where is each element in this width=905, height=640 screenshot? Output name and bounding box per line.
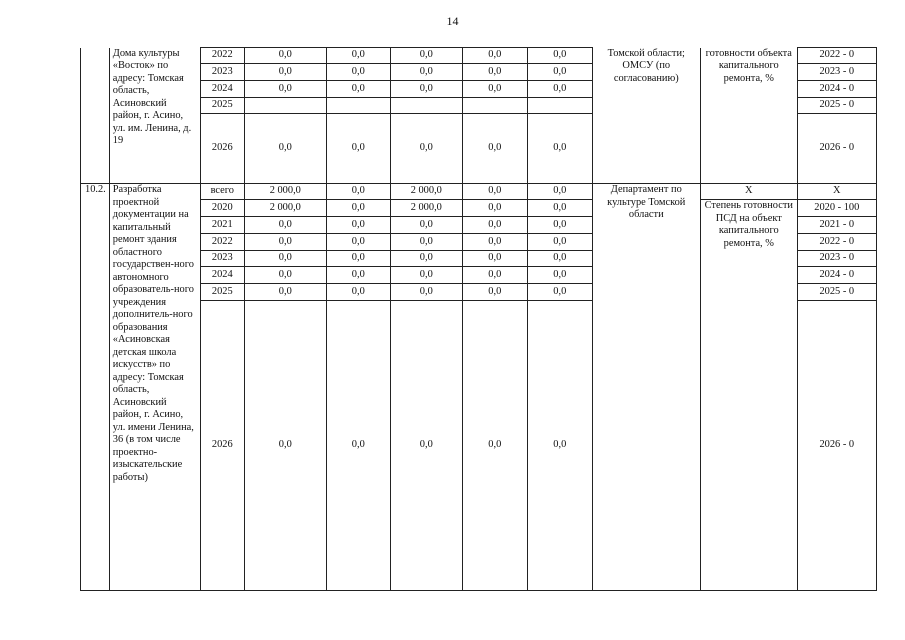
- value-cell: 0,0: [527, 184, 592, 200]
- value-cell: 0,0: [326, 184, 390, 200]
- year-cell: 2026: [200, 114, 244, 184]
- value-cell: 0,0: [462, 284, 527, 301]
- value-cell: 0,0: [244, 114, 326, 184]
- event-description: Дома культуры «Восток» по адресу: Томская область, Асиновский район, г. Асино, ул. им. Ленина, д. 19: [109, 48, 200, 184]
- value-cell: 0,0: [527, 251, 592, 267]
- value-cell: 0,0: [527, 284, 592, 301]
- value-cell: 0,0: [527, 301, 592, 591]
- year-cell: всего: [200, 184, 244, 200]
- indicator-cell: Степень готовности ПСД на объект капитального ремонта, %: [700, 200, 797, 591]
- year-cell: 2024: [200, 267, 244, 284]
- value-cell: 0,0: [390, 251, 462, 267]
- value-cell: 0,0: [390, 284, 462, 301]
- value-cell: 0,0: [244, 267, 326, 284]
- target-cell: 2020 - 100: [797, 200, 876, 217]
- value-cell: 0,0: [527, 64, 592, 81]
- target-cell: 2023 - 0: [797, 64, 876, 81]
- value-cell: [527, 98, 592, 114]
- target-cell: 2022 - 0: [797, 48, 876, 64]
- year-cell: 2023: [200, 64, 244, 81]
- year-cell: 2022: [200, 48, 244, 64]
- value-cell: 0,0: [326, 284, 390, 301]
- value-cell: [244, 98, 326, 114]
- target-cell: 2026 - 0: [797, 114, 876, 184]
- value-cell: 0,0: [527, 267, 592, 284]
- value-cell: 0,0: [527, 48, 592, 64]
- value-cell: 0,0: [462, 48, 527, 64]
- value-cell: [390, 98, 462, 114]
- year-cell: 2020: [200, 200, 244, 217]
- value-cell: 0,0: [326, 81, 390, 98]
- value-cell: 2 000,0: [390, 200, 462, 217]
- value-cell: 0,0: [326, 217, 390, 234]
- table-row: [81, 184, 877, 200]
- value-cell: 0,0: [244, 64, 326, 81]
- value-cell: 0,0: [527, 217, 592, 234]
- value-cell: 0,0: [390, 234, 462, 251]
- event-description: Разработка проектной документации на капитальный ремонт здания областного государствен-ного автономного образователь-ного учреждения дополнитель-ного образования «Асиновская детская школа искусств» по адресу: Томская область, Асиновский район, г. Асино, ул. имени Ленина, 36 (в том числе проектно-изыскательские работы): [109, 184, 200, 591]
- table-row: [81, 48, 877, 64]
- value-cell: 0,0: [390, 81, 462, 98]
- value-cell: 0,0: [390, 217, 462, 234]
- target-cell: 2025 - 0: [797, 98, 876, 114]
- value-cell: 0,0: [462, 64, 527, 81]
- value-cell: [326, 98, 390, 114]
- year-cell: 2026: [200, 301, 244, 591]
- value-cell: 0,0: [462, 251, 527, 267]
- value-cell: 0,0: [326, 64, 390, 81]
- target-cell: 2023 - 0: [797, 251, 876, 267]
- target-cell: 2025 - 0: [797, 284, 876, 301]
- value-cell: 0,0: [462, 200, 527, 217]
- year-cell: 2024: [200, 81, 244, 98]
- year-cell: 2021: [200, 217, 244, 234]
- value-cell: 0,0: [462, 217, 527, 234]
- value-cell: 0,0: [462, 81, 527, 98]
- indicator-cell: готовности объекта капитального ремонта, %: [700, 48, 797, 184]
- value-cell: 0,0: [244, 217, 326, 234]
- executor-cell: Департамент по культуре Томской области: [592, 184, 700, 591]
- value-cell: 0,0: [527, 200, 592, 217]
- value-cell: 0,0: [326, 114, 390, 184]
- value-cell: 0,0: [390, 114, 462, 184]
- value-cell: 0,0: [462, 301, 527, 591]
- value-cell: 0,0: [244, 81, 326, 98]
- value-cell: 0,0: [326, 251, 390, 267]
- value-cell: 0,0: [244, 301, 326, 591]
- value-cell: 0,0: [244, 284, 326, 301]
- value-cell: 0,0: [462, 267, 527, 284]
- value-cell: 0,0: [390, 301, 462, 591]
- value-cell: 0,0: [326, 234, 390, 251]
- row-number-cell: [81, 48, 110, 184]
- row-number-cell: 10.2.: [81, 184, 110, 591]
- year-cell: 2023: [200, 251, 244, 267]
- value-cell: 0,0: [244, 234, 326, 251]
- target-cell: 2024 - 0: [797, 81, 876, 98]
- target-header-cell: Х: [797, 184, 876, 200]
- value-cell: 0,0: [390, 267, 462, 284]
- value-cell: 0,0: [326, 267, 390, 284]
- value-cell: 0,0: [244, 251, 326, 267]
- value-cell: 0,0: [244, 48, 326, 64]
- value-cell: 0,0: [462, 234, 527, 251]
- program-table: [80, 47, 877, 591]
- value-cell: 0,0: [390, 64, 462, 81]
- year-cell: 2025: [200, 284, 244, 301]
- target-cell: 2024 - 0: [797, 267, 876, 284]
- target-cell: 2021 - 0: [797, 217, 876, 234]
- target-cell: 2022 - 0: [797, 234, 876, 251]
- value-cell: 0,0: [462, 114, 527, 184]
- page-number: 14: [446, 14, 459, 28]
- indicator-header-cell: Х: [700, 184, 797, 200]
- year-cell: 2022: [200, 234, 244, 251]
- target-cell: 2026 - 0: [797, 301, 876, 591]
- value-cell: 0,0: [527, 81, 592, 98]
- value-cell: 0,0: [326, 301, 390, 591]
- value-cell: 2 000,0: [244, 200, 326, 217]
- value-cell: 0,0: [326, 200, 390, 217]
- executor-cell: Томской области; ОМСУ (по согласованию): [592, 48, 700, 184]
- value-cell: 0,0: [326, 48, 390, 64]
- value-cell: [462, 98, 527, 114]
- year-cell: 2025: [200, 98, 244, 114]
- value-cell: 0,0: [527, 234, 592, 251]
- value-cell: 0,0: [390, 48, 462, 64]
- value-cell: 0,0: [527, 114, 592, 184]
- value-cell: 0,0: [462, 184, 527, 200]
- value-cell: 2 000,0: [244, 184, 326, 200]
- value-cell: 2 000,0: [390, 184, 462, 200]
- table-row: [81, 200, 877, 217]
